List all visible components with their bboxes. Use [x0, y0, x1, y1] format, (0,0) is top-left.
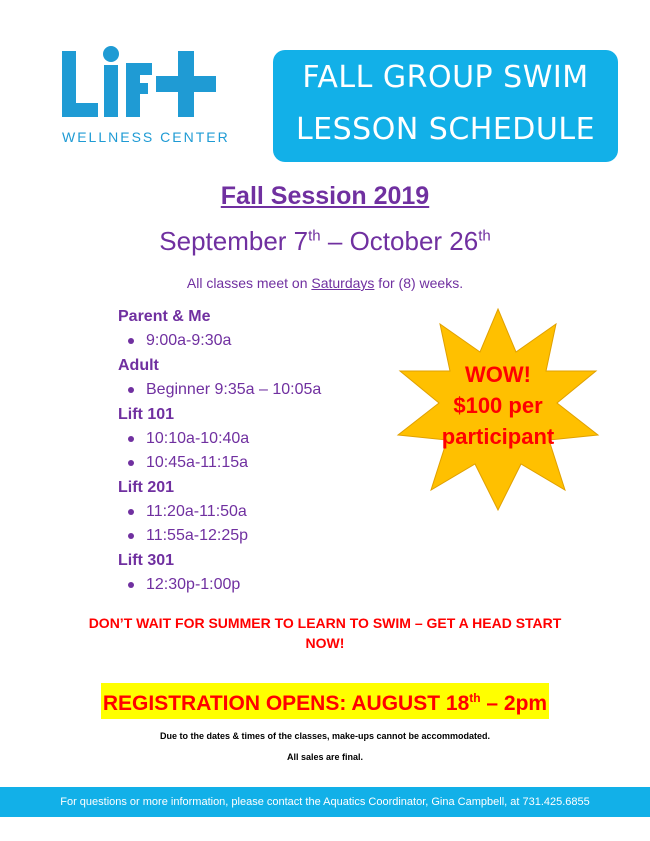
- end-date-suffix: th: [478, 227, 491, 245]
- group-heading: Lift 201: [118, 479, 175, 496]
- makeups-note: Due to the dates & times of the classes, make-ups cannot be accommodated.: [159, 731, 491, 741]
- promo-starburst: [393, 307, 603, 512]
- class-schedule: [118, 304, 418, 597]
- meets-day: Saturdays: [311, 275, 375, 291]
- time-slot-label: 11:20a-11:50a: [146, 503, 247, 520]
- promo-line-3: participant: [441, 424, 555, 449]
- promo-text: [393, 359, 603, 452]
- start-date: September 7: [159, 226, 309, 256]
- footer-contact: For questions or more information, please contact the Aquatics Coordinator, Gina Campbell, at 731.425.6855: [0, 787, 650, 817]
- time-slot-label: 12:30p-1:00p: [146, 576, 241, 593]
- time-slot: [118, 500, 418, 524]
- time-slot-label: Beginner 9:35a – 10:05a: [146, 381, 322, 398]
- sales-final-note: All sales are final.: [286, 752, 364, 762]
- time-slot-label: 9:00a-9:30a: [146, 332, 232, 349]
- registration-prefix: REGISTRATION OPENS: AUGUST 18: [102, 692, 470, 715]
- time-slot: [118, 573, 418, 597]
- time-slot-label: 10:10a-10:40a: [146, 430, 250, 447]
- title-banner: [273, 50, 618, 162]
- bullet-icon: [128, 338, 134, 344]
- title-line-1: FALL GROUP SWIM: [302, 60, 589, 95]
- session-heading: Fall Session 2019: [220, 182, 430, 210]
- date-dash: –: [320, 226, 350, 256]
- end-date: October 26: [349, 226, 479, 256]
- logo-tagline: WELLNESS CENTER: [62, 129, 230, 145]
- time-slot: [118, 378, 418, 402]
- registration-banner: [0, 683, 650, 719]
- bullet-icon: [128, 460, 134, 466]
- bullet-icon: [128, 533, 134, 539]
- time-slot: [118, 329, 418, 353]
- time-slot: [118, 451, 418, 475]
- bullet-icon: [128, 387, 134, 393]
- meets-suffix: for (8) weeks.: [374, 275, 464, 291]
- group-heading: Lift 301: [118, 552, 175, 569]
- promo-line-1: WOW!: [465, 362, 531, 387]
- call-to-action: DON’T WAIT FOR SUMMER TO LEARN TO SWIM – GET A HEAD START NOW!: [88, 615, 562, 651]
- time-slot: [118, 524, 418, 548]
- time-slot: [118, 427, 418, 451]
- promo-line-2: $100 per: [453, 393, 543, 418]
- title-line-2: LESSON SCHEDULE: [295, 112, 596, 147]
- registration-suffix: – 2pm: [480, 692, 548, 715]
- registration-text: [101, 683, 549, 719]
- bullet-icon: [128, 436, 134, 442]
- group-heading: Parent & Me: [118, 308, 211, 325]
- lift-logo-mark: [60, 45, 225, 123]
- brand-logo: [60, 45, 230, 150]
- start-date-suffix: th: [308, 227, 321, 245]
- time-slot-label: 11:55a-12:25p: [146, 527, 249, 544]
- registration-suffix-sup: th: [469, 691, 481, 705]
- group-heading: Adult: [118, 357, 159, 374]
- bullet-icon: [128, 582, 134, 588]
- session-dates: [0, 226, 650, 257]
- meets-prefix: All classes meet on: [186, 275, 312, 291]
- bullet-icon: [128, 509, 134, 515]
- time-slot-label: 10:45a-11:15a: [146, 454, 249, 471]
- meeting-info: [0, 275, 650, 291]
- group-heading: Lift 101: [118, 406, 175, 423]
